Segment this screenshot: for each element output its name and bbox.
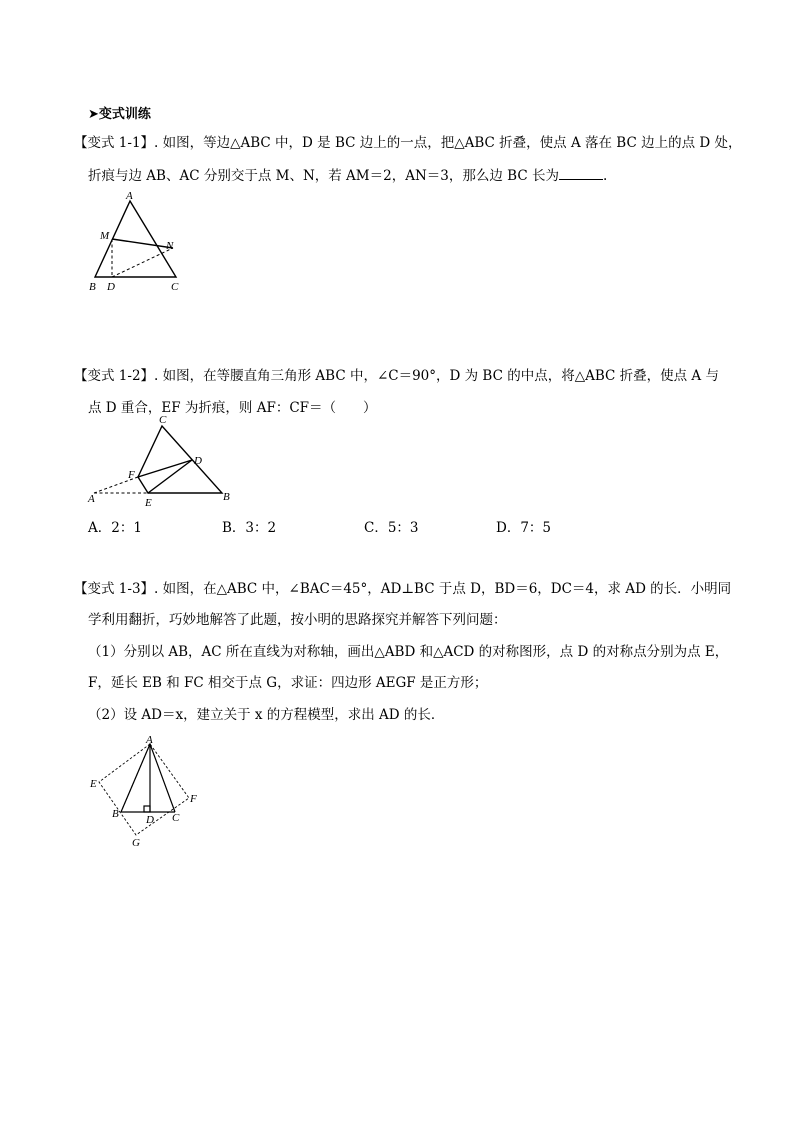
q2-line-1: 【变式 1-2】. 如图，在等腰直角三角形 ABC 中，∠C＝90°，D 为 BC 的中点，将△ABC 折叠，使点 A 与 [74,368,719,384]
label-e: E [145,497,152,509]
label-b: B [112,808,119,820]
q1-line-2 [88,165,607,186]
q2-line-2: 点 D 重合，EF 为折痕，则 AF：CF＝（ ） [88,400,377,416]
q3-line-3: （1）分别以 AB，AC 所在直线为对称轴，画出△ABD 和△ACD 的对称图形，点 D 的对称点分别为点 E， [88,644,729,660]
label-e: E [90,778,97,790]
option-b[interactable]: B．3：2 [222,520,277,536]
dashed-segment-dn [112,248,173,277]
triangle-sides-ab-ac [121,744,175,812]
folded-triangle-fed [138,460,192,493]
label-c: C [159,414,167,426]
figure-1-1 [82,186,194,296]
label-d: D [194,455,202,467]
label-c: C [171,281,179,293]
q3-line-1: 【变式 1-3】. 如图，在△ABC 中，∠BAC＝45°，AD⊥BC 于点 D，BD＝6，DC＝4，求 AD 的长．小明同 [74,581,732,597]
q3-line-2: 学利用翻折，巧妙地解答了此题，按小明的思路探究并解答下列问题： [88,612,507,628]
option-c[interactable]: C．5：3 [364,520,419,536]
label-g: G [132,837,140,849]
q3-line-4: F，延长 EB 和 FC 相交于点 G，求证：四边形 AEGF 是正方形； [88,675,488,691]
option-a[interactable]: A．2：1 [88,520,142,536]
label-c: C [172,812,180,824]
label-m: M [100,230,110,242]
label-n: N [166,240,174,252]
label-d: D [107,281,115,293]
label-a: A [88,493,95,505]
q1-line-2-end: . [602,168,608,184]
fold-line-mn [112,239,173,248]
label-d: D [146,814,154,826]
q1-line-2-text: 折痕与边 AB、AC 分别交于点 M、N，若 AM＝2，AN＝3，那么边 BC 长为 [88,168,559,184]
section-title: ➤变式训练 [88,107,151,122]
figure-1-3 [86,732,206,850]
option-d[interactable]: D．7：5 [496,520,552,536]
q1-line-1: 【变式 1-1】. 如图，等边△ABC 中，D 是 BC 边上的一点，把△ABC 折叠，使点 A 落在 BC 边上的点 D 处， [74,135,742,151]
label-a: A [126,190,133,202]
label-b: B [223,491,230,503]
label-f: F [190,793,197,805]
triangle-fold-outline [138,426,222,493]
label-b: B [89,281,96,293]
right-angle-mark [144,806,150,812]
label-a: A [146,734,153,746]
figure-1-2 [80,414,240,512]
q3-line-5: （2）设 AD＝x，建立关于 x 的方程模型，求出 AD 的长． [88,707,445,723]
answer-blank [559,165,603,180]
label-f: F [128,469,135,481]
